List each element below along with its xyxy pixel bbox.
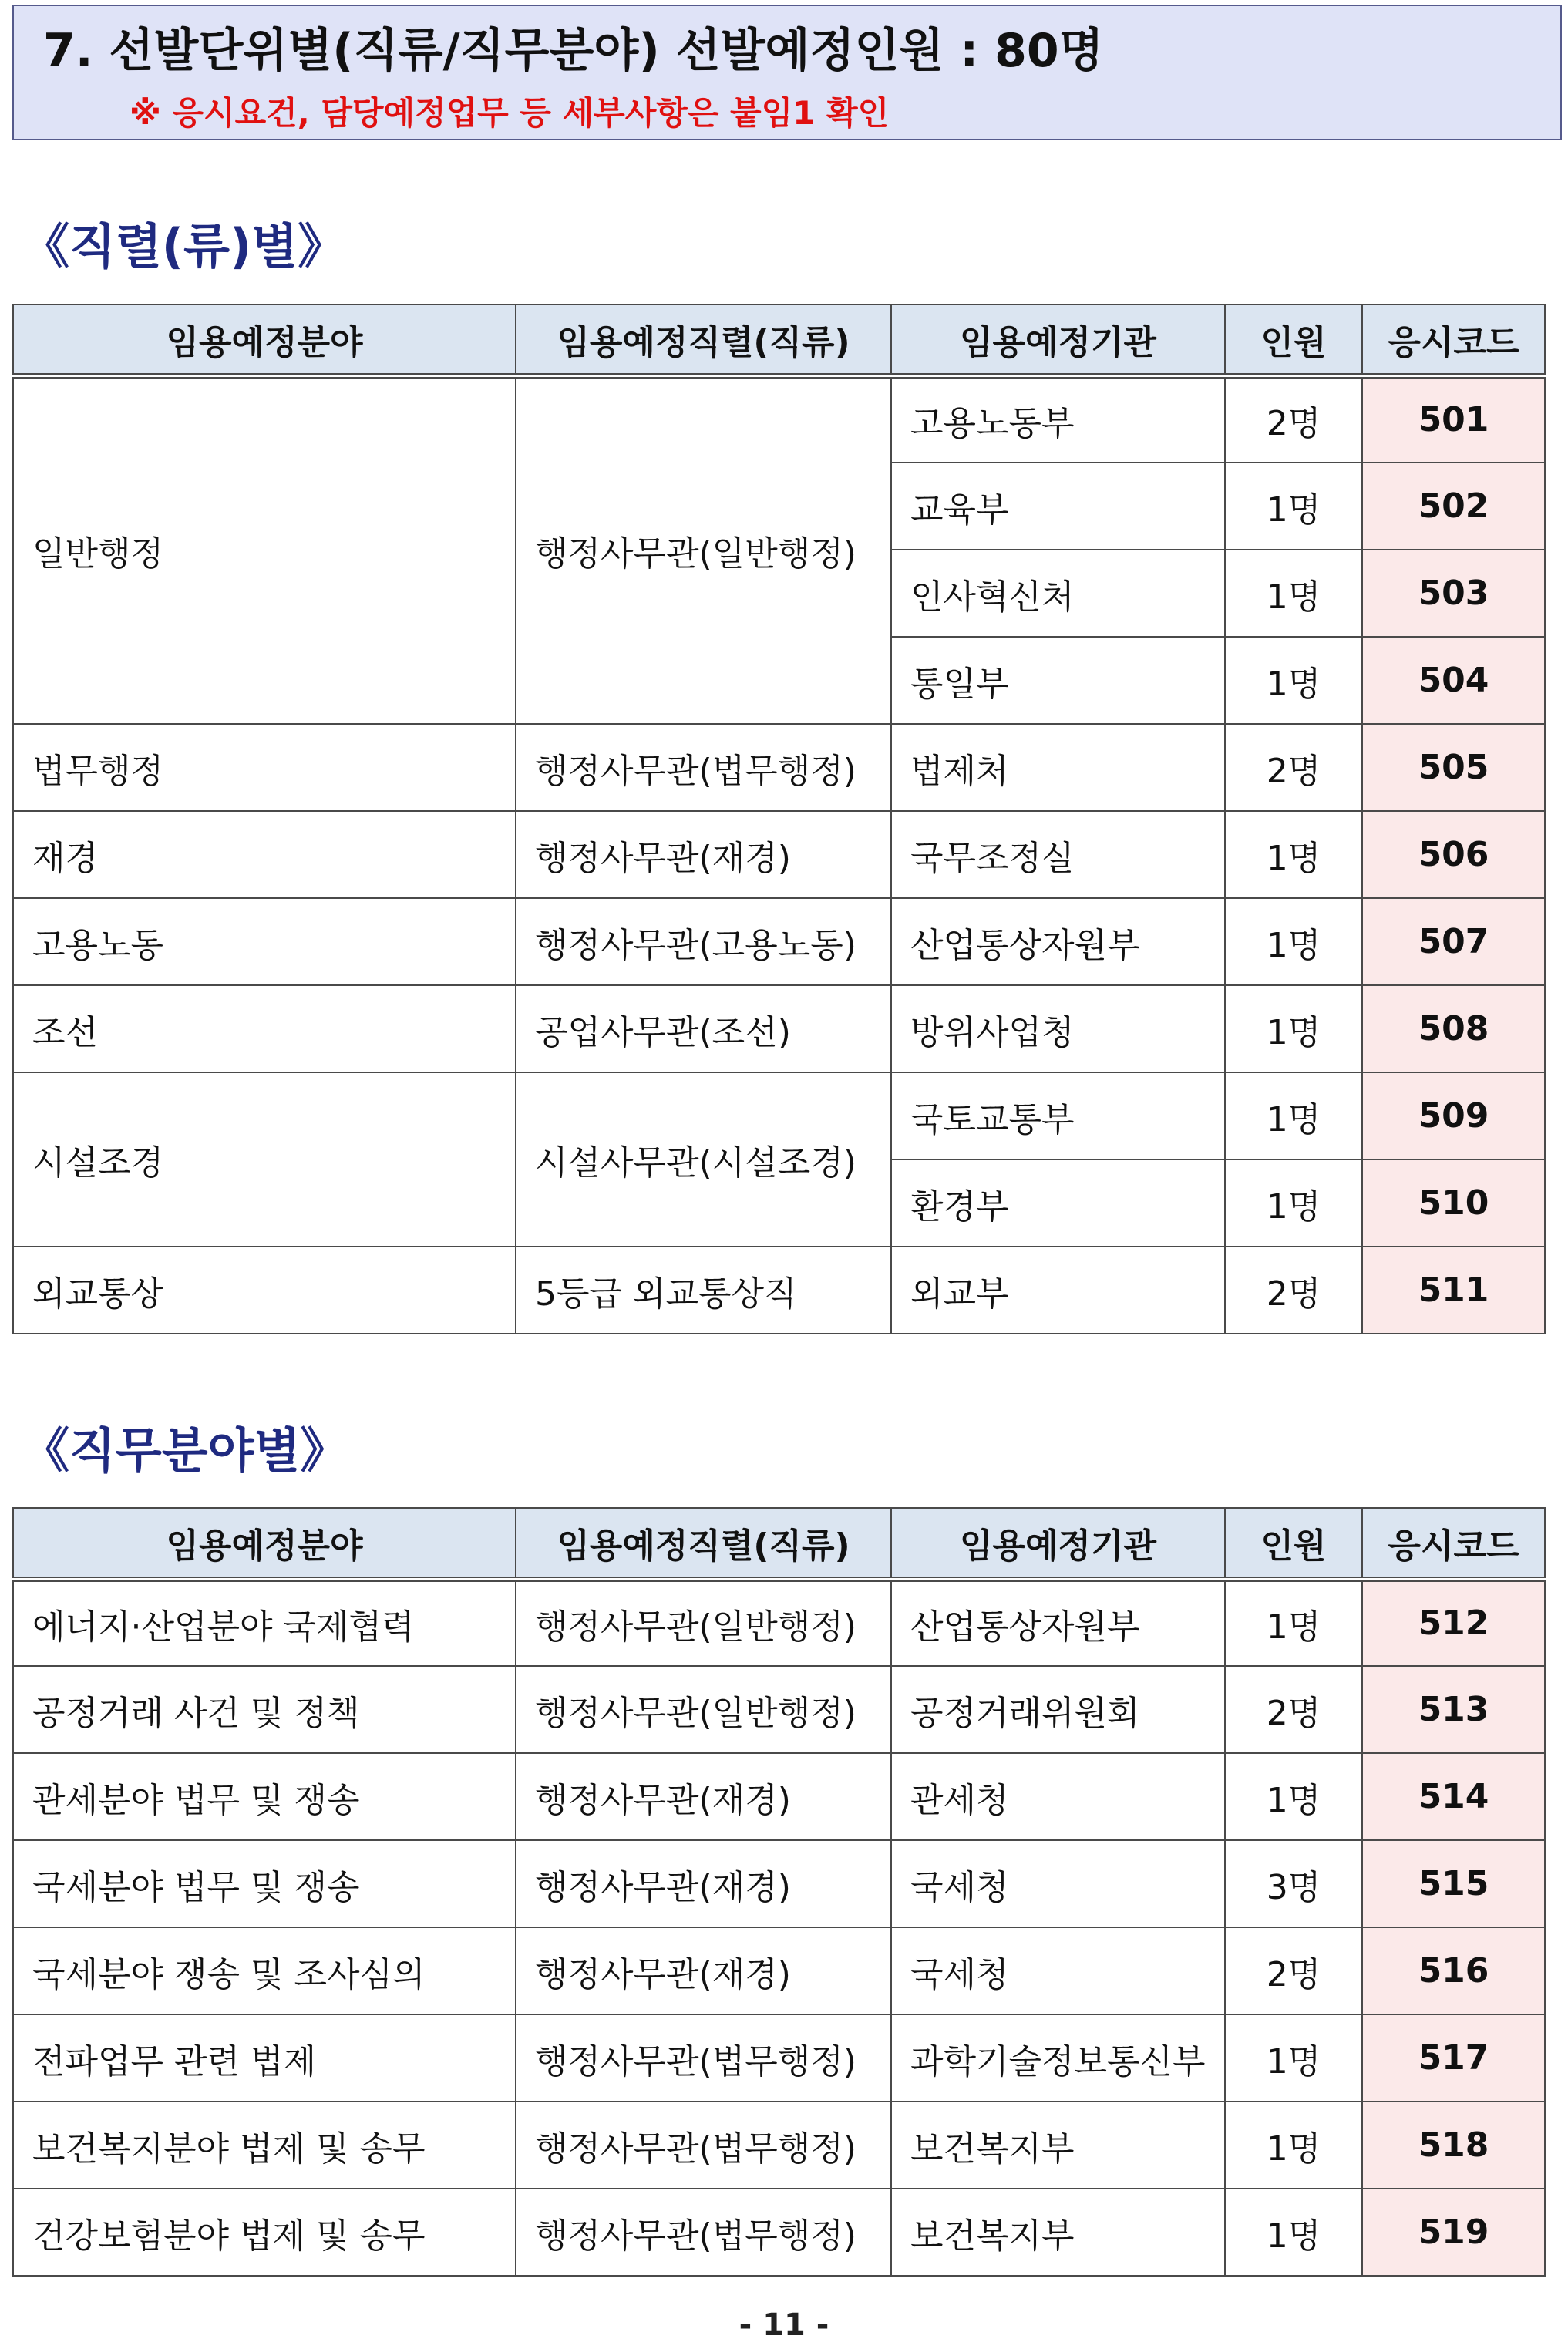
count-cell: 2명 <box>1225 1247 1362 1334</box>
table-row <box>13 2014 1545 2102</box>
column-header: 임용예정분야 <box>13 1508 516 1579</box>
count-cell: 1명 <box>1225 2102 1362 2189</box>
field-cell: 공정거래 사건 및 정책 <box>13 1666 516 1753</box>
title-box <box>12 5 1562 140</box>
duty-table <box>12 1507 1546 2277</box>
series-cell: 행정사무관(법무행정) <box>516 724 891 811</box>
agency-cell: 고용노동부 <box>891 375 1225 463</box>
field-cell: 외교통상 <box>13 1247 516 1334</box>
section-heading-series: 《직렬(류)별》 <box>22 218 346 274</box>
table-row <box>13 985 1545 1072</box>
table-header-row <box>13 1508 1545 1579</box>
series-cell: 시설사무관(시설조경) <box>516 1072 891 1247</box>
table-row <box>13 1072 1545 1159</box>
count-cell: 2명 <box>1225 1666 1362 1753</box>
series-cell: 행정사무관(고용노동) <box>516 898 891 985</box>
code-cell: 519 <box>1362 2189 1545 2276</box>
agency-cell: 국세청 <box>891 1927 1225 2014</box>
field-cell: 재경 <box>13 811 516 898</box>
series-cell: 공업사무관(조선) <box>516 985 891 1072</box>
table-row <box>13 1579 1545 1666</box>
count-cell: 1명 <box>1225 898 1362 985</box>
agency-cell: 공정거래위원회 <box>891 1666 1225 1753</box>
series-cell: 행정사무관(법무행정) <box>516 2014 891 2102</box>
code-cell: 507 <box>1362 898 1545 985</box>
series-cell: 행정사무관(법무행정) <box>516 2189 891 2276</box>
agency-cell: 보건복지부 <box>891 2102 1225 2189</box>
column-header: 임용예정직렬(직류) <box>516 1508 891 1579</box>
series-cell: 행정사무관(재경) <box>516 811 891 898</box>
count-cell: 1명 <box>1225 637 1362 724</box>
code-cell: 516 <box>1362 1927 1545 2014</box>
column-header: 임용예정기관 <box>891 305 1225 375</box>
series-cell: 행정사무관(일반행정) <box>516 1666 891 1753</box>
column-header: 인원 <box>1225 305 1362 375</box>
table-row <box>13 1666 1545 1753</box>
agency-cell: 통일부 <box>891 637 1225 724</box>
table-row <box>13 1840 1545 1927</box>
agency-cell: 환경부 <box>891 1159 1225 1247</box>
column-header: 인원 <box>1225 1508 1362 1579</box>
code-cell: 518 <box>1362 2102 1545 2189</box>
table-row <box>13 811 1545 898</box>
count-cell: 1명 <box>1225 985 1362 1072</box>
table-row <box>13 2189 1545 2276</box>
series-cell: 행정사무관(법무행정) <box>516 2102 891 2189</box>
count-cell: 1명 <box>1225 1072 1362 1159</box>
series-table <box>12 304 1546 1334</box>
agency-cell: 교육부 <box>891 463 1225 550</box>
code-cell: 514 <box>1362 1753 1545 1840</box>
table-row <box>13 1247 1545 1334</box>
count-cell: 1명 <box>1225 811 1362 898</box>
code-cell: 513 <box>1362 1666 1545 1753</box>
column-header: 임용예정직렬(직류) <box>516 305 891 375</box>
count-cell: 3명 <box>1225 1840 1362 1927</box>
code-cell: 512 <box>1362 1579 1545 1666</box>
code-cell: 509 <box>1362 1072 1545 1159</box>
agency-cell: 산업통상자원부 <box>891 898 1225 985</box>
table-row <box>13 375 1545 463</box>
page-number: - 11 - <box>739 2307 829 2343</box>
field-cell: 국세분야 쟁송 및 조사심의 <box>13 1927 516 2014</box>
field-cell: 보건복지분야 법제 및 송무 <box>13 2102 516 2189</box>
column-header: 임용예정기관 <box>891 1508 1225 1579</box>
table-row <box>13 724 1545 811</box>
code-cell: 515 <box>1362 1840 1545 1927</box>
code-cell: 503 <box>1362 550 1545 637</box>
series-cell: 행정사무관(일반행정) <box>516 1579 891 1666</box>
field-cell: 고용노동 <box>13 898 516 985</box>
code-cell: 504 <box>1362 637 1545 724</box>
field-cell: 관세분야 법무 및 쟁송 <box>13 1753 516 1840</box>
agency-cell: 국토교통부 <box>891 1072 1225 1159</box>
field-cell: 건강보험분야 법제 및 송무 <box>13 2189 516 2276</box>
field-cell: 에너지·산업분야 국제협력 <box>13 1579 516 1666</box>
series-cell: 행정사무관(일반행정) <box>516 375 891 724</box>
agency-cell: 관세청 <box>891 1753 1225 1840</box>
agency-cell: 외교부 <box>891 1247 1225 1334</box>
count-cell: 2명 <box>1225 724 1362 811</box>
field-cell: 법무행정 <box>13 724 516 811</box>
table-row <box>13 1753 1545 1840</box>
table-row <box>13 898 1545 985</box>
page-subtitle-note: ※ 응시요건, 담당예정업무 등 세부사항은 붙임1 확인 <box>130 94 890 132</box>
code-cell: 501 <box>1362 375 1545 463</box>
section-heading-duty: 《직무분야별》 <box>22 1422 348 1479</box>
count-cell: 1명 <box>1225 2189 1362 2276</box>
agency-cell: 방위사업청 <box>891 985 1225 1072</box>
code-cell: 505 <box>1362 724 1545 811</box>
agency-cell: 국세청 <box>891 1840 1225 1927</box>
count-cell: 1명 <box>1225 1579 1362 1666</box>
code-cell: 510 <box>1362 1159 1545 1247</box>
count-cell: 1명 <box>1225 1753 1362 1840</box>
agency-cell: 법제처 <box>891 724 1225 811</box>
field-cell: 조선 <box>13 985 516 1072</box>
field-cell: 일반행정 <box>13 375 516 724</box>
agency-cell: 산업통상자원부 <box>891 1579 1225 1666</box>
table-row <box>13 2102 1545 2189</box>
field-cell: 시설조경 <box>13 1072 516 1247</box>
count-cell: 1명 <box>1225 463 1362 550</box>
agency-cell: 보건복지부 <box>891 2189 1225 2276</box>
code-cell: 517 <box>1362 2014 1545 2102</box>
series-cell: 행정사무관(재경) <box>516 1753 891 1840</box>
count-cell: 1명 <box>1225 550 1362 637</box>
count-cell: 1명 <box>1225 2014 1362 2102</box>
column-header: 임용예정분야 <box>13 305 516 375</box>
field-cell: 국세분야 법무 및 쟁송 <box>13 1840 516 1927</box>
count-cell: 2명 <box>1225 1927 1362 2014</box>
code-cell: 506 <box>1362 811 1545 898</box>
count-cell: 2명 <box>1225 375 1362 463</box>
code-cell: 508 <box>1362 985 1545 1072</box>
table-header-row <box>13 305 1545 375</box>
code-cell: 502 <box>1362 463 1545 550</box>
agency-cell: 인사혁신처 <box>891 550 1225 637</box>
code-cell: 511 <box>1362 1247 1545 1334</box>
agency-cell: 국무조정실 <box>891 811 1225 898</box>
agency-cell: 과학기술정보통신부 <box>891 2014 1225 2102</box>
column-header: 응시코드 <box>1362 1508 1545 1579</box>
series-cell: 행정사무관(재경) <box>516 1927 891 2014</box>
page-title: 7. 선발단위별(직류/직무분야) 선발예정인원 : 80명 <box>43 24 1104 78</box>
count-cell: 1명 <box>1225 1159 1362 1247</box>
series-cell: 행정사무관(재경) <box>516 1840 891 1927</box>
table-row <box>13 1927 1545 2014</box>
field-cell: 전파업무 관련 법제 <box>13 2014 516 2102</box>
series-cell: 5등급 외교통상직 <box>516 1247 891 1334</box>
column-header: 응시코드 <box>1362 305 1545 375</box>
